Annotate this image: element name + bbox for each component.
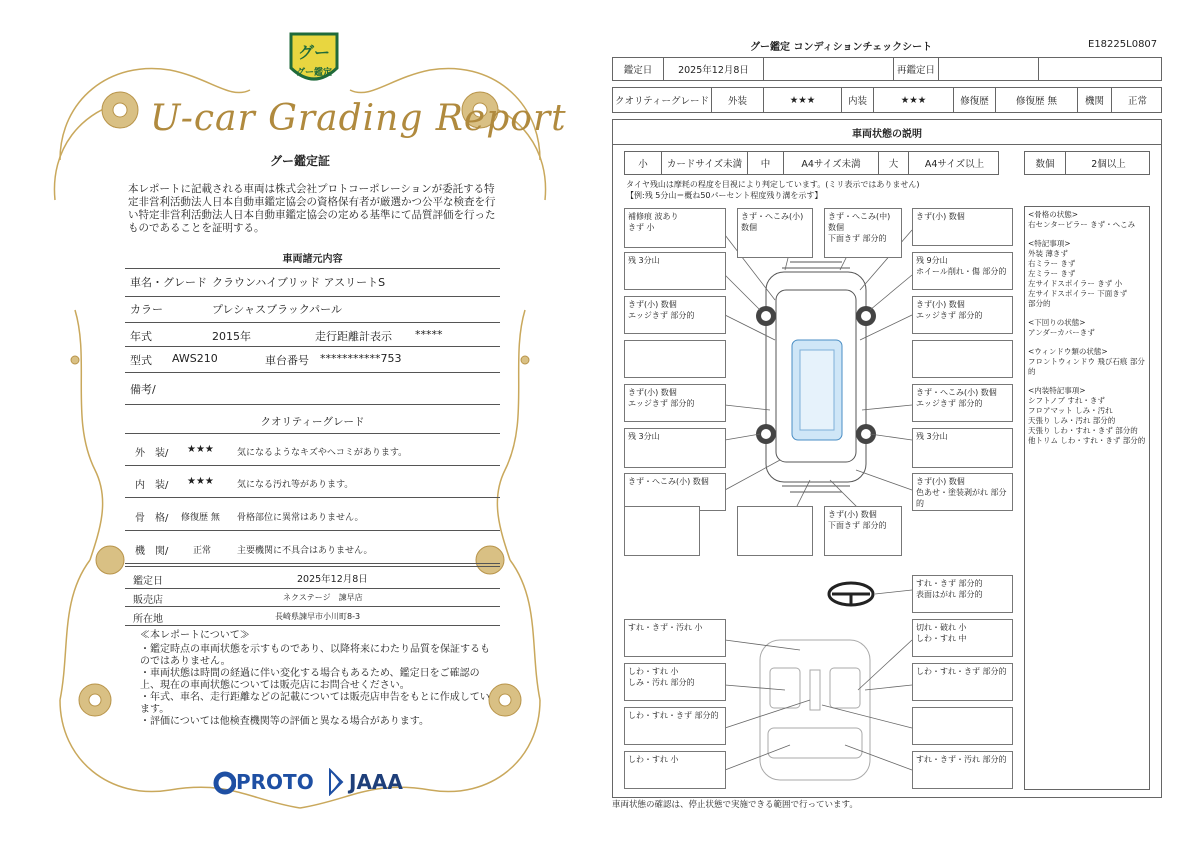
- box-line: きず(小) 数個: [916, 477, 965, 486]
- box-line: エッジきず 部分的: [628, 311, 695, 320]
- box-line: 下面きず 部分的: [828, 521, 887, 530]
- side-note-line: 左サイドスポイラー 下面きず: [1028, 289, 1128, 298]
- name-value: クラウンハイブリッド アスリートS: [212, 276, 386, 289]
- empty-box: [737, 506, 813, 556]
- damage-box: [824, 506, 902, 556]
- empty-box: [912, 340, 1013, 378]
- damage-box: [912, 252, 1013, 290]
- box-line: すれ・きず・汚れ 部分的: [916, 755, 1007, 764]
- box-line: しわ・すれ 小: [628, 755, 679, 764]
- addr-label: 所在地: [133, 614, 163, 625]
- ext-label: 外装: [711, 88, 763, 112]
- int-label: 内装: [841, 88, 873, 112]
- empty-box: [624, 340, 726, 378]
- note-3: ・年式、車名、走行距離などの記載については販売店申告をもとに作成しています。: [140, 692, 490, 715]
- row-exterior: [125, 434, 500, 466]
- date-value: 2025年12月8日: [297, 574, 368, 585]
- color-label: カラー: [130, 303, 163, 316]
- damage-box: [912, 473, 1013, 511]
- interior-box: [912, 575, 1013, 613]
- box-line: エッジきず 部分的: [916, 399, 983, 408]
- row-remarks: [125, 373, 500, 405]
- side-note-line: 外装 薄きず: [1028, 249, 1068, 258]
- box-line: きず・へこみ(中) 数個: [828, 212, 891, 232]
- q-engine-text: 主要機関に不具合はありません。: [237, 546, 373, 556]
- row-year: [125, 323, 500, 347]
- date-label: 鑑定日: [623, 65, 653, 76]
- sheet-title: グー鑑定 コンディションチェックシート: [750, 42, 933, 53]
- date-label: 鑑定日: [133, 576, 163, 587]
- interior-box: [624, 707, 726, 745]
- side-note-line: 右ミラー きず: [1028, 259, 1076, 268]
- intro-text: 本レポートに記載される車両は株式会社プロトコーポレーションが委託する特定非営利活動法人日本自動車鑑定協会の資格保有者が厳選かつ公平な検査を行い特定非営利活動法人日本自動車鑑定協会の定める基準にて品質評価を行ったものであることを証明する。: [128, 183, 496, 234]
- chassis-label: 車台番号: [265, 354, 309, 367]
- certificate-title: グー鑑定証: [269, 154, 330, 168]
- box-line: 表面はがれ 部分的: [916, 590, 983, 599]
- side-note-line: フロアマット しみ・汚れ: [1028, 406, 1113, 415]
- interior-box: [624, 751, 726, 789]
- side-note-line: 右センターピラー きず・へこみ: [1028, 220, 1136, 229]
- row-shop: [125, 588, 500, 607]
- damage-box: [624, 252, 726, 290]
- model-value: AWS210: [172, 352, 218, 365]
- q-interior-label: 内 装/: [135, 480, 169, 491]
- notes-title: ≪本レポートについて≫: [140, 630, 250, 641]
- damage-box: [624, 384, 726, 422]
- side-note-line: 他トリム しわ・すれ・きず 部分的: [1028, 436, 1146, 445]
- damage-box: [912, 296, 1013, 334]
- chassis-value: ***********753: [320, 352, 402, 365]
- shop-label: 販売店: [133, 595, 163, 606]
- side-note-line: アンダーカバーきず: [1028, 328, 1095, 337]
- report-notes: [140, 630, 490, 728]
- side-note-line: [1028, 377, 1146, 386]
- q-frame-text: 骨格部位に異常はありません。: [237, 513, 364, 523]
- proto-logo-icon: [212, 770, 236, 798]
- sheet-id: E18225L0807: [1088, 39, 1158, 50]
- side-note-line: 天張り しわ・すれ・きず 部分的: [1028, 426, 1138, 435]
- int-value: ★★★: [873, 88, 953, 112]
- box-line: きず・へこみ(小) 数個: [741, 212, 804, 232]
- state-title: 車両状態の説明: [613, 120, 1161, 145]
- damage-box: [912, 208, 1013, 246]
- side-note-line: 左サイドスポイラー きず 小: [1028, 279, 1123, 288]
- row-name: [125, 268, 500, 297]
- box-line: エッジきず 部分的: [916, 311, 983, 320]
- shop-value: ネクステージ 諫早店: [283, 593, 363, 602]
- repair-value: 修復歴 無: [995, 88, 1077, 112]
- model-label: 型式: [130, 354, 152, 367]
- color-value: プレシャスブラックパール: [212, 303, 342, 316]
- empty-box: [912, 707, 1013, 745]
- side-note-line: [1028, 309, 1146, 318]
- side-note-line: <下回りの状態>: [1028, 318, 1086, 327]
- note-4: ・評価については他検査機関等の評価と異なる場合があります。: [140, 716, 429, 727]
- row-engine: [125, 531, 500, 564]
- box-line: すれ・きず・汚れ 小: [628, 623, 703, 632]
- q-exterior-text: 気になるようなキズやヘコミがあります。: [237, 448, 408, 458]
- tire-note-1: タイヤ残山は摩耗の程度を目視により判定しています。(ミリ表示ではありません): [626, 180, 920, 189]
- date-value: 2025年12月8日: [663, 58, 763, 80]
- box-line: 残 9分山: [916, 256, 948, 265]
- interior-box: [912, 751, 1013, 789]
- box-line: きず・へこみ(小) 数個: [628, 477, 709, 486]
- box-line: きず(小) 数個: [628, 388, 677, 397]
- count-desc: 2個以上: [1065, 152, 1151, 174]
- box-line: しわ・すれ・きず 部分的: [916, 667, 1007, 676]
- note-1: ・鑑定時点の車両状態を示すものであり、以降将来にわたり品質を保証するものではありません。: [140, 644, 490, 667]
- interior-box: [912, 619, 1013, 657]
- damage-box: [624, 428, 726, 468]
- side-notes: [1024, 206, 1150, 790]
- side-note-line: 天張り しみ・汚れ 部分的: [1028, 416, 1116, 425]
- side-note-line: [1028, 338, 1146, 347]
- box-line: 残 3分山: [628, 256, 660, 265]
- tire-note-2: 【例:残 5分山＝概ね50パーセント程度残り溝を示す】: [626, 191, 823, 200]
- name-label: 車名・グレード: [130, 276, 207, 289]
- box-line: 下面きず 部分的: [828, 234, 887, 243]
- year-value: 2015年: [212, 330, 251, 343]
- count-label: 数個: [1035, 159, 1055, 170]
- svg-text:グー: グー: [297, 43, 331, 62]
- row-model: [125, 347, 500, 373]
- addr-value: 長崎県諫早市小川町8-3: [275, 612, 361, 621]
- remarks-label: 備考/: [130, 383, 156, 396]
- q-engine-label: 機 関/: [135, 546, 169, 557]
- script-title: U-car Grading Report: [150, 98, 567, 139]
- proto-logo-text: PROTO: [236, 770, 314, 794]
- damage-box: [737, 208, 813, 258]
- row-address: [125, 607, 500, 626]
- quality-title: クオリティーグレード: [260, 416, 365, 428]
- damage-box: [624, 296, 726, 334]
- damage-box: [624, 208, 726, 248]
- q-frame-value: 修復歴 無: [181, 513, 220, 523]
- logo-text: グー鑑定: [296, 68, 333, 78]
- side-note-line: [1028, 230, 1146, 239]
- q-exterior-stars: ★★★: [187, 444, 214, 455]
- box-line: しわ・すれ 小: [628, 667, 679, 676]
- size-small: 小: [638, 159, 648, 170]
- damage-box: [912, 428, 1013, 468]
- box-line: 残 3分山: [628, 432, 660, 441]
- size-small-desc: カードサイズ未満: [661, 152, 747, 174]
- mileage-label: 走行距離計表示: [315, 330, 392, 343]
- interior-box: [912, 663, 1013, 701]
- box-line: 切れ・破れ 小: [916, 623, 967, 632]
- box-line: ホイール削れ・傷 部分的: [916, 267, 1007, 276]
- q-frame-label: 骨 格/: [135, 513, 169, 524]
- box-line: 色あせ・塗装剥がれ 部分的: [916, 488, 1007, 508]
- side-note-line: <特記事項>: [1028, 239, 1071, 248]
- side-note-line: <内装特記事項>: [1028, 386, 1086, 395]
- goo-kantei-badge-icon: [285, 30, 343, 92]
- box-line: しわ・すれ・きず 部分的: [628, 711, 719, 720]
- q-interior-stars: ★★★: [187, 476, 214, 487]
- interior-box: [624, 663, 726, 701]
- side-note-line: 左ミラー きず: [1028, 269, 1076, 278]
- empty-box: [624, 506, 700, 556]
- side-note-line: 部分的: [1028, 299, 1051, 308]
- repair-label: 修復歴: [953, 88, 995, 112]
- box-line: しみ・汚れ 部分的: [628, 678, 695, 687]
- box-line: すれ・きず 部分的: [916, 579, 983, 588]
- damage-box: [912, 384, 1013, 422]
- ext-value: ★★★: [763, 88, 841, 112]
- engine-value: 正常: [1111, 88, 1163, 112]
- side-note-line: <ウィンドウ類の状態>: [1028, 347, 1108, 356]
- box-line: きず(小) 数個: [828, 510, 877, 519]
- box-line: エッジきず 部分的: [628, 399, 695, 408]
- note-2: ・車両状態は時間の経過に伴い変化する場合もあるため、鑑定日をご確認の上、現在の車両状態については販売店にお問合せください。: [140, 668, 480, 691]
- size-large-desc: A4サイズ以上: [908, 152, 1000, 174]
- jaaa-logo-text: JAAA: [349, 770, 403, 794]
- row-date: [125, 566, 500, 589]
- row-interior: [125, 466, 500, 498]
- condition-check-sheet: [600, 0, 1200, 848]
- q-exterior-label: 外 装/: [135, 448, 169, 459]
- size-large: 大: [878, 152, 908, 174]
- box-line: きず(小) 数個: [916, 212, 965, 221]
- box-line: 補修痕 波あり: [628, 212, 679, 221]
- box-line: しわ・すれ 中: [916, 634, 967, 643]
- qg-label: クオリティーグレード: [614, 96, 710, 107]
- box-line: きず(小) 数個: [628, 300, 677, 309]
- footer-note: 車両状態の確認は、停止状態で実施できる範囲で行っています。: [612, 800, 858, 810]
- redate-label: 再鑑定日: [893, 58, 938, 80]
- row-color: [125, 296, 500, 323]
- box-line: きず 小: [628, 223, 655, 232]
- size-mid: 中: [747, 152, 783, 174]
- row-frame: [125, 498, 500, 531]
- box-line: きず・へこみ(小) 数個: [916, 388, 997, 397]
- year-label: 年式: [130, 330, 152, 343]
- engine-label: 機関: [1077, 88, 1111, 112]
- side-note-line: フロントウィンドウ 飛び石痕 部分的: [1028, 357, 1145, 376]
- side-note-line: シフトノブ すれ・きず: [1028, 396, 1105, 405]
- mileage-value: *****: [415, 328, 443, 341]
- interior-box: [624, 619, 726, 657]
- q-interior-text: 気になる汚れ等があります。: [237, 480, 354, 490]
- size-mid-desc: A4サイズ未満: [783, 152, 878, 174]
- damage-box: [824, 208, 902, 258]
- box-line: きず(小) 数個: [916, 300, 965, 309]
- side-note-line: <骨格の状態>: [1028, 210, 1079, 219]
- box-line: 残 3分山: [916, 432, 948, 441]
- q-engine-value: 正常: [193, 546, 212, 556]
- jaaa-logo-icon: [326, 768, 346, 796]
- spec-title: 車両諸元内容: [282, 254, 343, 265]
